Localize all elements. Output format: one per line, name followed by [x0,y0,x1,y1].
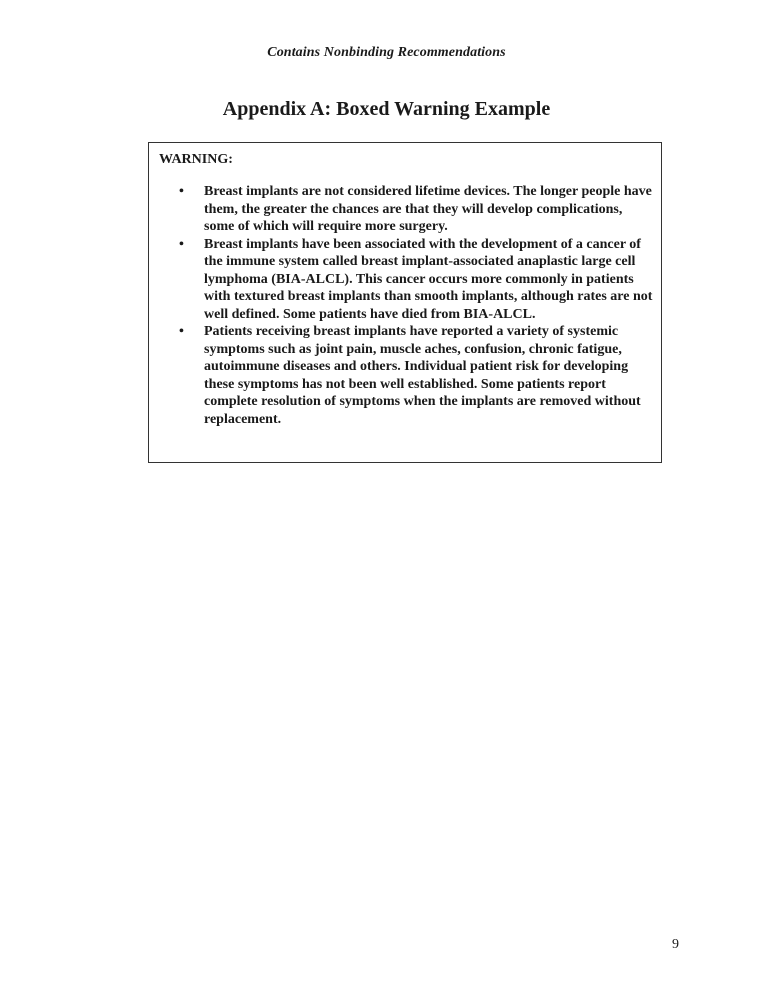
warning-bullet-item [149,236,661,324]
bullet-icon: • [179,324,184,339]
page-title: Appendix A: Boxed Warning Example [222,98,551,120]
running-header: Contains Nonbinding Recommendations [267,45,506,60]
warning-bullet-text: Patients receiving breast implants have reported a variety of systemic symptoms such as joint pain, muscle aches, confusion, chronic fatigue, autoimmune diseases and others. Individual patient risk for developing these symptoms has not been well established. Some patients report complete resolution of symptoms when the implants are removed without replacement. [204,324,641,427]
boxed-warning [148,142,662,463]
warning-bullet-list [149,183,661,428]
warning-bullet-text: Breast implants have been associated with the development of a cancer of the immune system called breast implant-associated anaplastic large cell lymphoma (BIA-ALCL). This cancer occurs more commonly in patients with textured breast implants than smooth implants, although rates are not well defined. Some patients have died from BIA-ALCL. [204,236,653,322]
warning-bullet-item [149,323,661,428]
bullet-icon: • [179,236,184,252]
warning-bullet-text: Breast implants are not considered lifetime devices. The longer people have them, the greater the chances are that they will develop complications, some of which will require more surgery. [204,184,652,234]
bullet-icon: • [179,184,184,199]
page-number: 9 [672,937,679,952]
warning-bullet-item [149,183,661,236]
warning-label: WARNING: [159,152,233,167]
